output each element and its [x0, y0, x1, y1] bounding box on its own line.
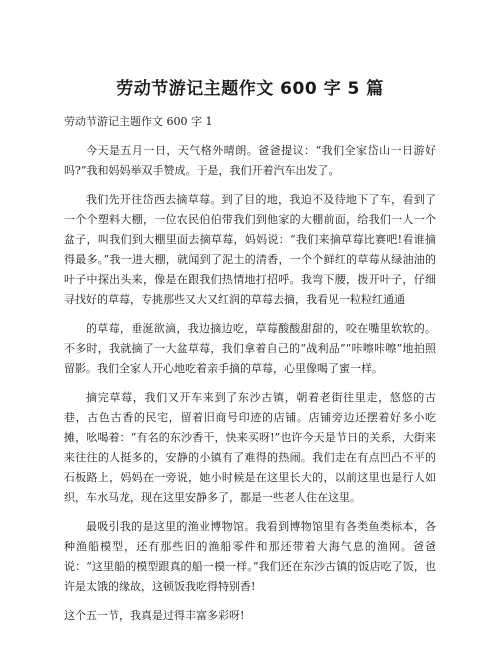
document-title: 劳动节游记主题作文 600 字 5 篇 — [116, 79, 384, 99]
document-body — [64, 112, 436, 635]
paragraph-4: 摘完草莓，我们又开车来到了东沙古镇，朝着老街往里走，悠悠的古巷，古色古香的民宅，留着旧商号印迹的店铺。店铺旁边还摆着好多小吃摊，吆喝着：“有名的东沙香干，快来买呀!”也许今天是节日的关系，大街来来往往的人挺多的，安静的小镇有了难得的热闹。我们走在有点凹凸不平的石板路上，妈妈在一旁说，她小时候是在这里长大的，以前这里也是行人如织，车水马龙，现在这里安静多了，都是一些老人住在这里。 — [64, 391, 436, 504]
paragraph-1: 今天是五月一日，天气格外晴朗。爸爸提议：“我们全家岱山一日游好吗?”我和妈妈举双手赞成。于是，我们开着汽车出发了。 — [64, 144, 436, 177]
paragraph-2: 我们先开往岱西去摘草莓。到了目的地，我迫不及待地下了车，看到了一个个塑料大棚，一位农民伯伯带我们到他家的大棚前面，给我们一人一个盆子，叫我们到大棚里面去摘草莓，妈妈说：“我们来摘草莓比赛吧!看谁摘得最多。”我一进大棚，就闻到了泥土的清香，一个个鲜红的草莓从绿油油的叶子中探出头来，像是在跟我们热情地打招呼。我弯下腰，拨开叶子，仔细寻找好的草莓，专挑那些又大又红润的草莓去摘，我看见一粒粒红通通 — [64, 193, 436, 306]
essay-subtitle: 劳动节游记主题作文 600 字 1 — [64, 115, 213, 128]
paragraph-5: 最吸引我的是这里的渔业博物馆。我看到博物馆里有各类鱼类标本，各种渔船模型，还有那些旧的渔船零件和那还带着大海气息的渔网。爸爸说：“这里船的模型跟真的船一模一样。”我们还在东沙古镇的饭店吃了饭，也许是太饿的缘故，这顿饭我吃得特别香! — [64, 520, 436, 593]
paragraph-6: 这个五一节，我真是过得丰富多彩呀! — [64, 609, 245, 622]
paragraph-3: 的草莓，垂涎欲滴，我边摘边吃，草莓酸酸甜甜的，咬在嘴里软软的。不多时，我就摘了一大盆草莓，我们拿着自己的“战利品”“咔嚓咔嚓”地拍照留影。我们全家人开心地吃着亲手摘的草莓，心里像喝了蜜一样。 — [64, 322, 436, 375]
